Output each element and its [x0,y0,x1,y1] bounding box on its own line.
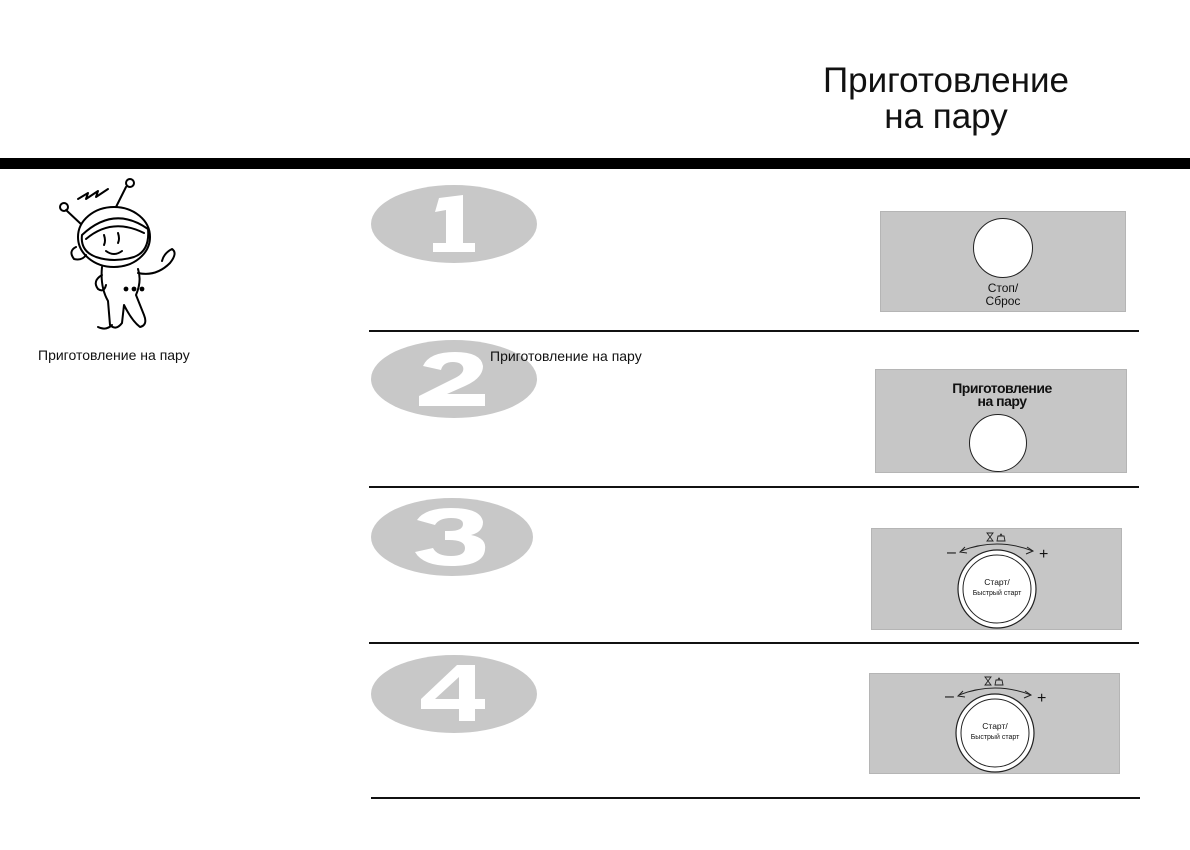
step-3-separator [369,642,1139,644]
sidebar-caption: Приготовление на пару [38,347,190,363]
dial-minus-sign: – [947,544,956,561]
start-dial-panel-step-4 [869,673,1120,774]
stop-reset-button[interactable] [973,218,1033,278]
step-3-number-badge [371,498,533,576]
stop-reset-label-line-1: Стоп/ [987,281,1019,295]
page-title-line-2: на пару [884,97,1008,137]
dial-label-line-2: Быстрый старт [970,734,1020,741]
steam-cook-panel [875,369,1127,473]
stop-reset-label-line-2: Сброс [985,294,1021,308]
steam-cook-label-line-1: Приготовление [952,380,1052,396]
step-2-text: Приготовление на пару [490,348,642,364]
dial-label-line-1: Старт/ [982,721,1008,731]
dial-label-line-1: Старт/ [984,577,1010,587]
step-4-separator [371,797,1140,799]
page-title-line-1: Приготовление [823,61,1069,101]
step-2-separator [369,486,1139,488]
steam-cook-label-line-2: на пару [977,393,1027,409]
mascot-character-icon [52,177,187,337]
hourglass-weight-icon [987,533,1005,541]
steam-cook-label [932,382,1072,408]
start-quick-start-dial[interactable] [927,529,1067,631]
dial-plus-sign: + [1039,546,1049,563]
step-1-number-badge [371,185,537,263]
steam-cook-button[interactable] [969,414,1027,472]
stop-reset-panel [880,211,1126,312]
header-rule [0,158,1190,169]
step-4-number-badge [371,655,537,733]
step-1-separator [369,330,1139,332]
dial-label-line-2: Быстрый старт [972,590,1022,597]
hourglass-weight-icon [985,677,1003,685]
dial-minus-sign: – [945,688,954,705]
start-quick-start-dial[interactable] [925,674,1065,775]
stop-reset-label [943,282,1063,308]
start-dial-panel-step-3 [871,528,1122,630]
dial-plus-sign: + [1037,690,1047,707]
page-title [786,63,1106,135]
